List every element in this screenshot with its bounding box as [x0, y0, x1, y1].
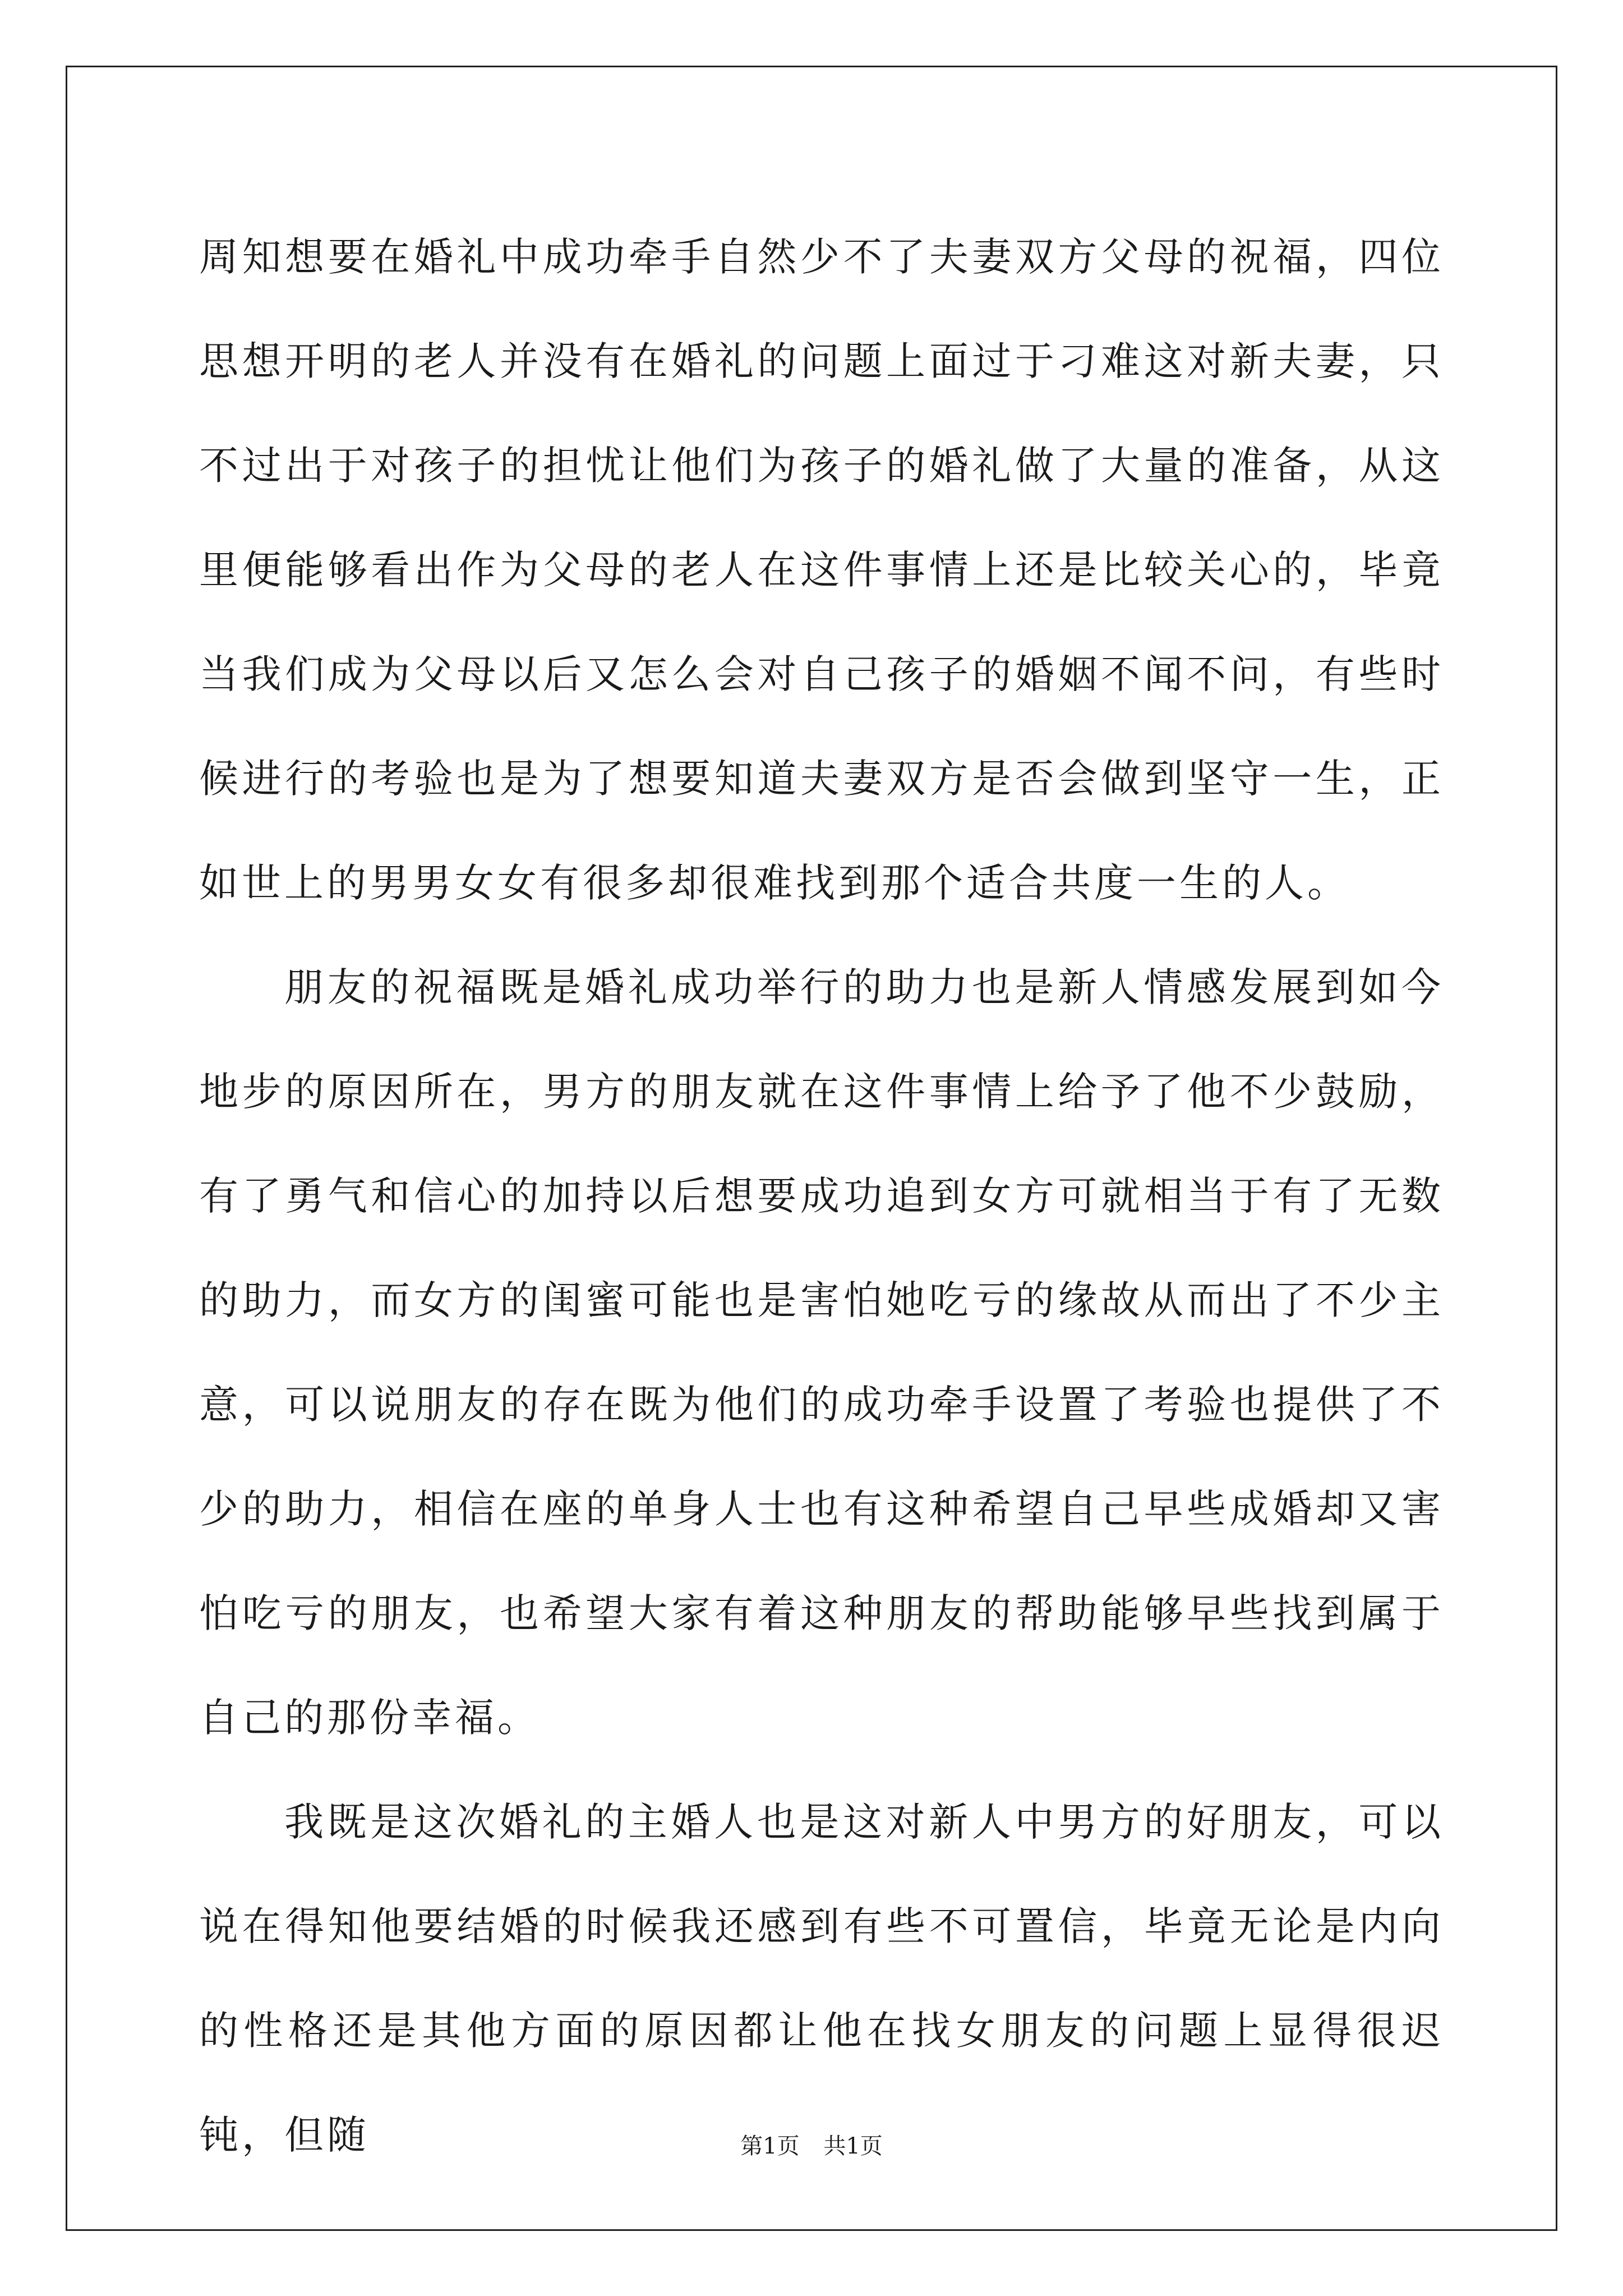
- document-body: [199, 205, 1444, 2187]
- page-number-label: 第1页 共1页: [740, 2133, 883, 2159]
- paragraph-1: 周知想要在婚礼中成功牵手自然少不了夫妻双方父母的祝福，四位思想开明的老人并没有在婚礼的问题上面过于刁难这对新夫妻，只不过出于对孩子的担忧让他们为孩子的婚礼做了大量的准备，从这里便能够看出作为父母的老人在这件事情上还是比较关心的，毕竟当我们成为父母以后又怎么会对自己孩子的婚姻不闻不问，有些时候进行的考验也是为了想要知道夫妻双方是否会做到坚守一生，正如世上的男男女女有很多却很难找到那个适合共度一生的人。: [199, 234, 1444, 906]
- paragraph-3: 我既是这次婚礼的主婚人也是这对新人中男方的好朋友，可以说在得知他要结婚的时候我还感到有些不可置信，毕竟无论是内向的性格还是其他方面的原因都让他在找女朋友的问题上显得很迟钝，但随: [199, 1799, 1444, 2158]
- page-footer: [0, 2131, 1623, 2162]
- paragraph-2: 朋友的祝福既是婚礼成功举行的助力也是新人情感发展到如今地步的原因所在，男方的朋友就在这件事情上给予了他不少鼓励，有了勇气和信心的加持以后想要成功追到女方可就相当于有了无数的助力，而女方的闺蜜可能也是害怕她吃亏的缘故从而出了不少主意，可以说朋友的存在既为他们的成功牵手设置了考验也提供了不少的助力，相信在座的单身人士也有这种希望自己早些成婚却又害怕吃亏的朋友，也希望大家有着这种朋友的帮助能够早些找到属于自己的那份幸福。: [199, 964, 1444, 1741]
